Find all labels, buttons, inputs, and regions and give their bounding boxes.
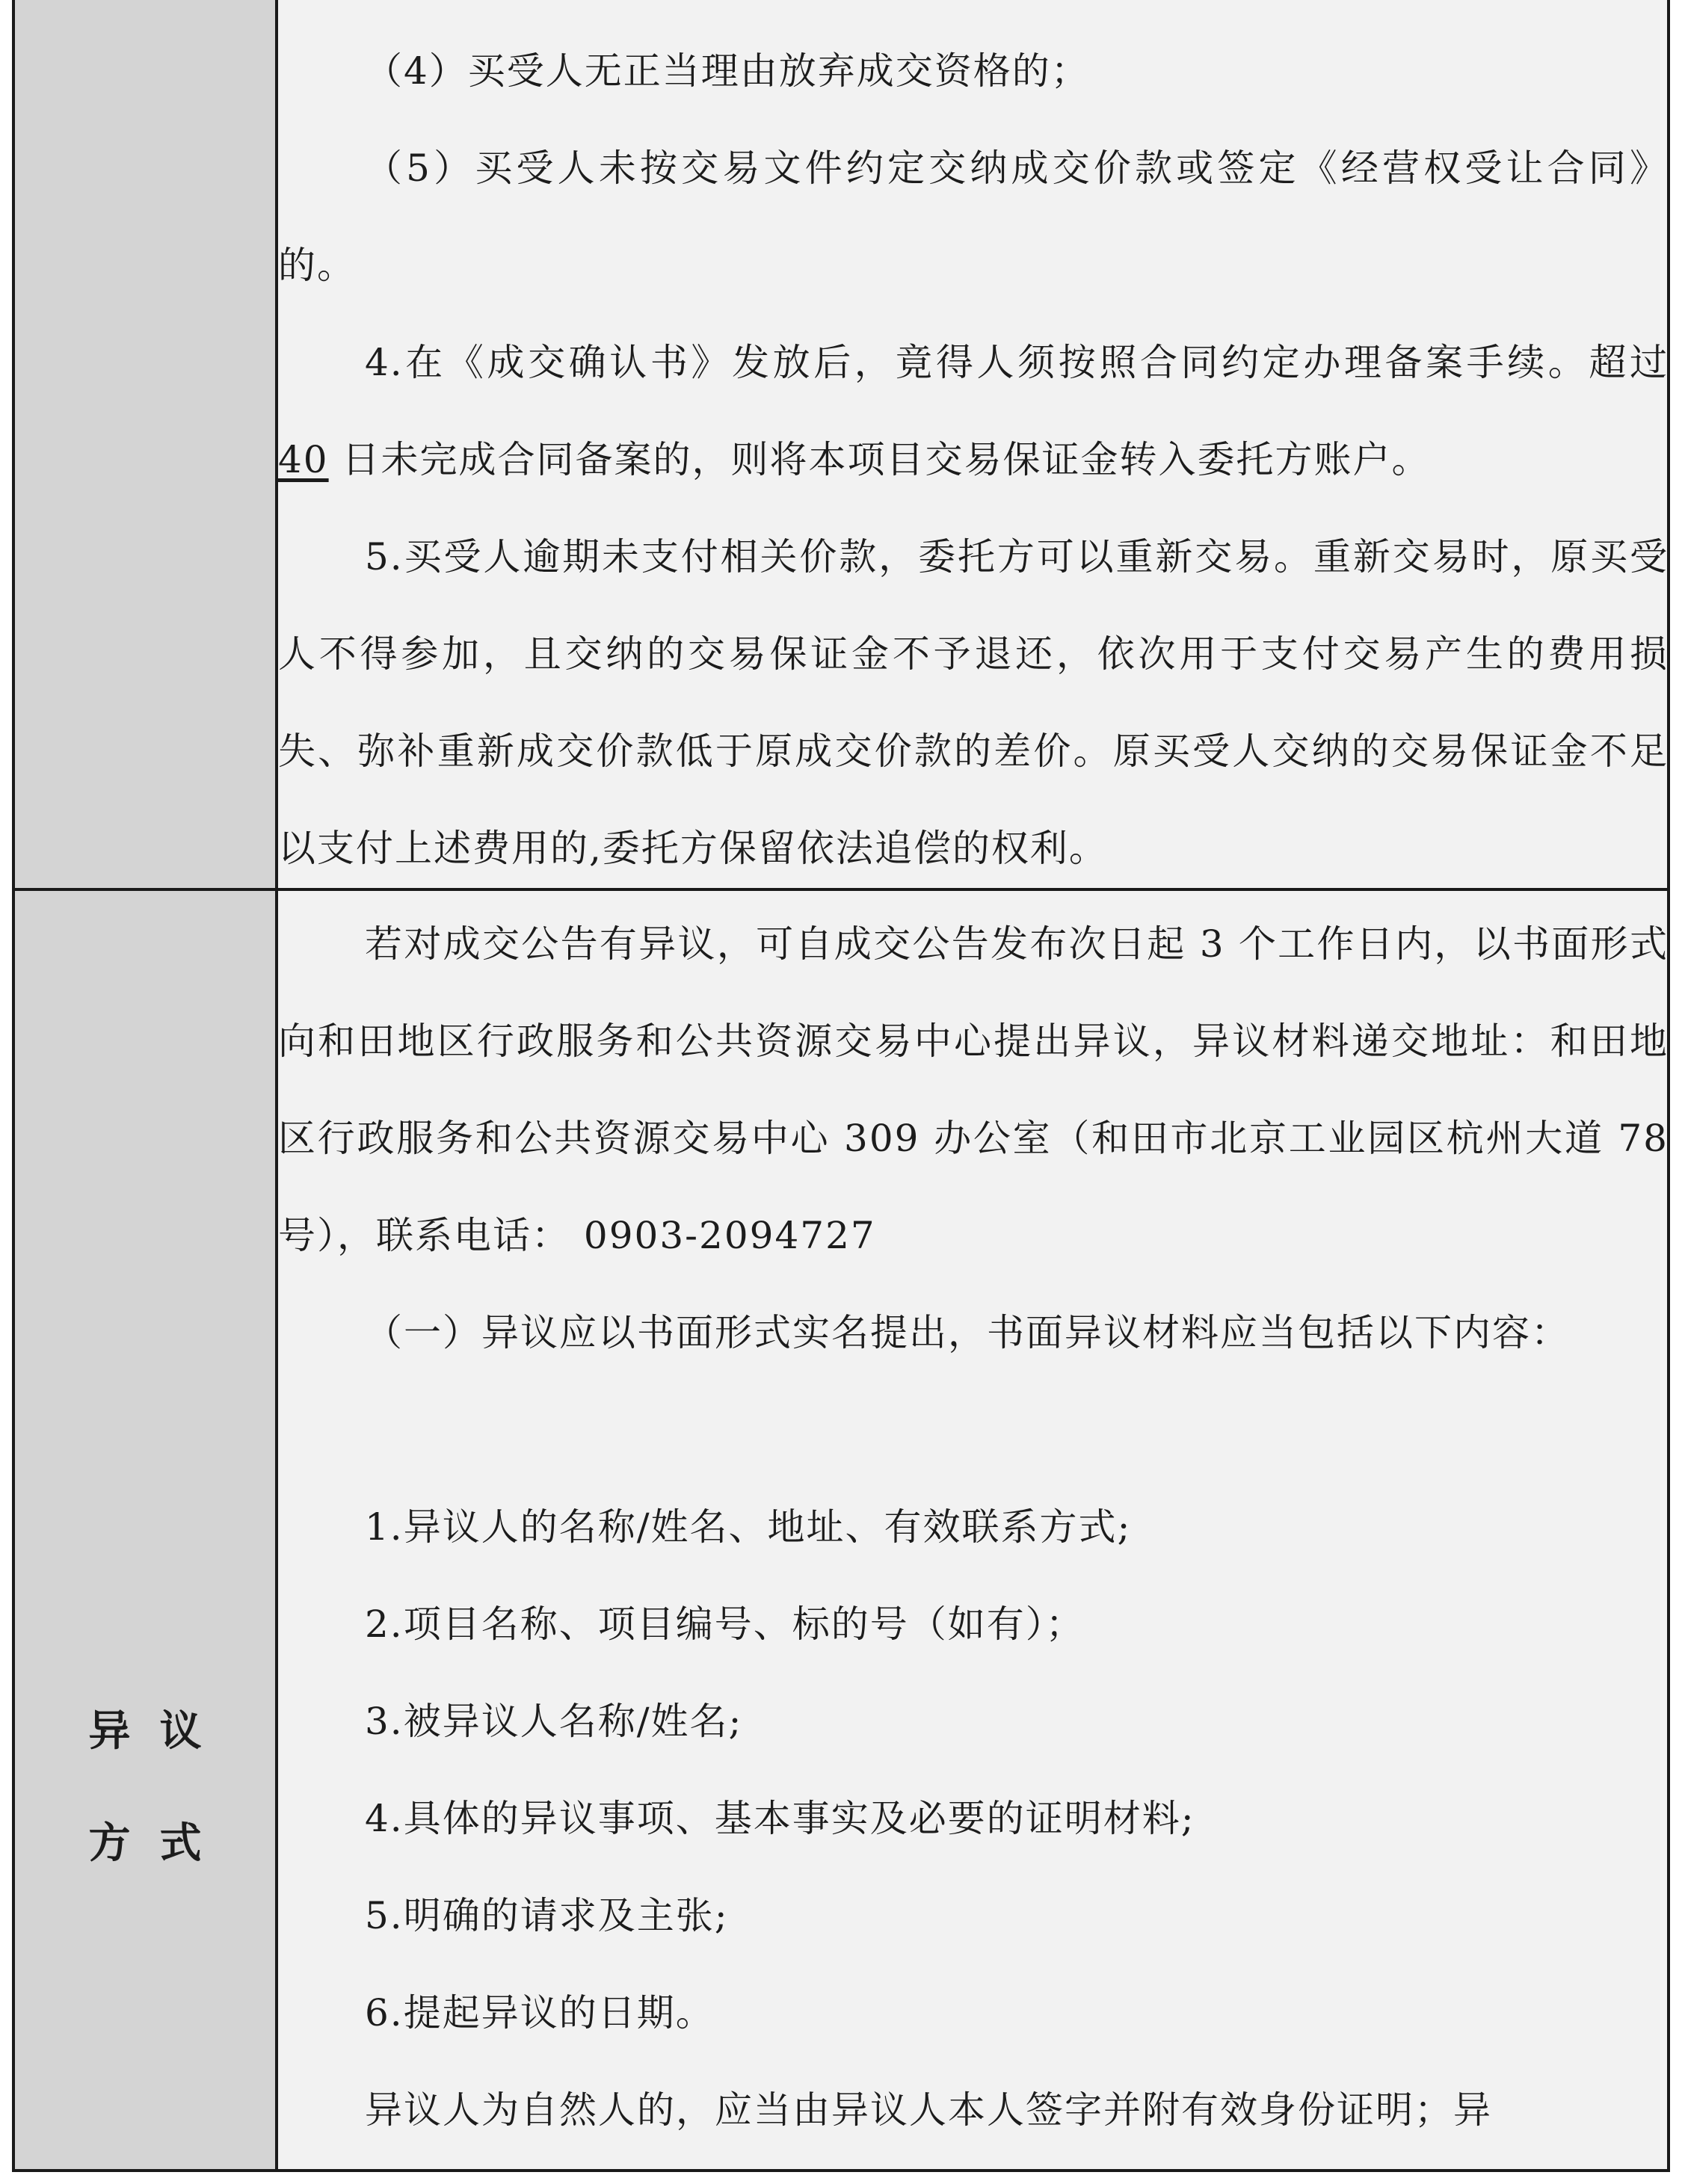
list-item: 2.项目名称、项目编号、标的号（如有）；	[365, 1602, 1085, 1646]
table-row	[13, 0, 1669, 889]
contract-filing-text-b: 日未完成合同备案的，则将本项目交易保证金转入委托方账户。	[342, 438, 1431, 481]
list-item: 5.明确的请求及主张;	[365, 1894, 729, 1937]
contract-filing-text-a: 4.在《成交确认书》发放后，竟得人须按照合同约定办理备案手续。超过	[365, 341, 1669, 384]
row-label-line-1: 异 议	[88, 1707, 202, 1756]
paragraph-item-5: （5）买受人未按交易文件约定交纳成交价款或签定《经营权受让合同》的。	[278, 146, 1669, 287]
label-cell-objection-method	[13, 889, 277, 2171]
paragraph-requirements-intro: （一）异议应以书面形式实名提出，书面异议材料应当包括以下内容：	[365, 1311, 1570, 1354]
label-cell-empty	[13, 0, 277, 889]
list-item: 1.异议人的名称/姓名、地址、有效联系方式;	[365, 1505, 1132, 1549]
list-item: 3.被异议人名称/姓名;	[365, 1700, 743, 1743]
list-item: 6.提起异议的日期。	[365, 1991, 715, 2035]
row-label-line-2: 方 式	[88, 1819, 202, 1868]
paragraph-objection-intro: 若对成交公告有异议，可自成交公告发布次日起 3 个工作日内，以书面形式向和田地区行政服务和公共资源交易中心提出异议，异议材料递交地址：和田地区行政服务和公共资源交易中心 309 办公室（和田市北京工业园区杭州大道 78 号），联系电话： 0903-2094727	[278, 922, 1669, 1257]
list-item: 4.具体的异议事项、基本事实及必要的证明材料;	[365, 1797, 1195, 1840]
paragraph-natural-person: 异议人为自然人的，应当由异议人本人签字并附有效身份证明；异	[365, 2088, 1492, 2132]
content-cell-objection	[277, 889, 1669, 2171]
document-table	[12, 0, 1670, 2172]
filing-days-value: 40	[278, 438, 329, 481]
table-row	[13, 889, 1669, 2171]
content-cell-terms	[277, 0, 1669, 889]
row-label	[15, 1676, 275, 1900]
paragraph-item-4: （4）买受人无正当理由放弃成交资格的；	[365, 49, 1090, 93]
paragraph-overdue-payment: 5.买受人逾期未支付相关价款，委托方可以重新交易。重新交易时，原买受人不得参加，且交纳的交易保证金不予退还，依次用于支付交易产生的费用损失、弥补重新成交价款低于原成交价款的差价。原买受人交纳的交易保证金不足以支付上述费用的,委托方保留依法追偿的权利。	[278, 535, 1669, 870]
paragraph-contract-filing	[278, 314, 1669, 508]
